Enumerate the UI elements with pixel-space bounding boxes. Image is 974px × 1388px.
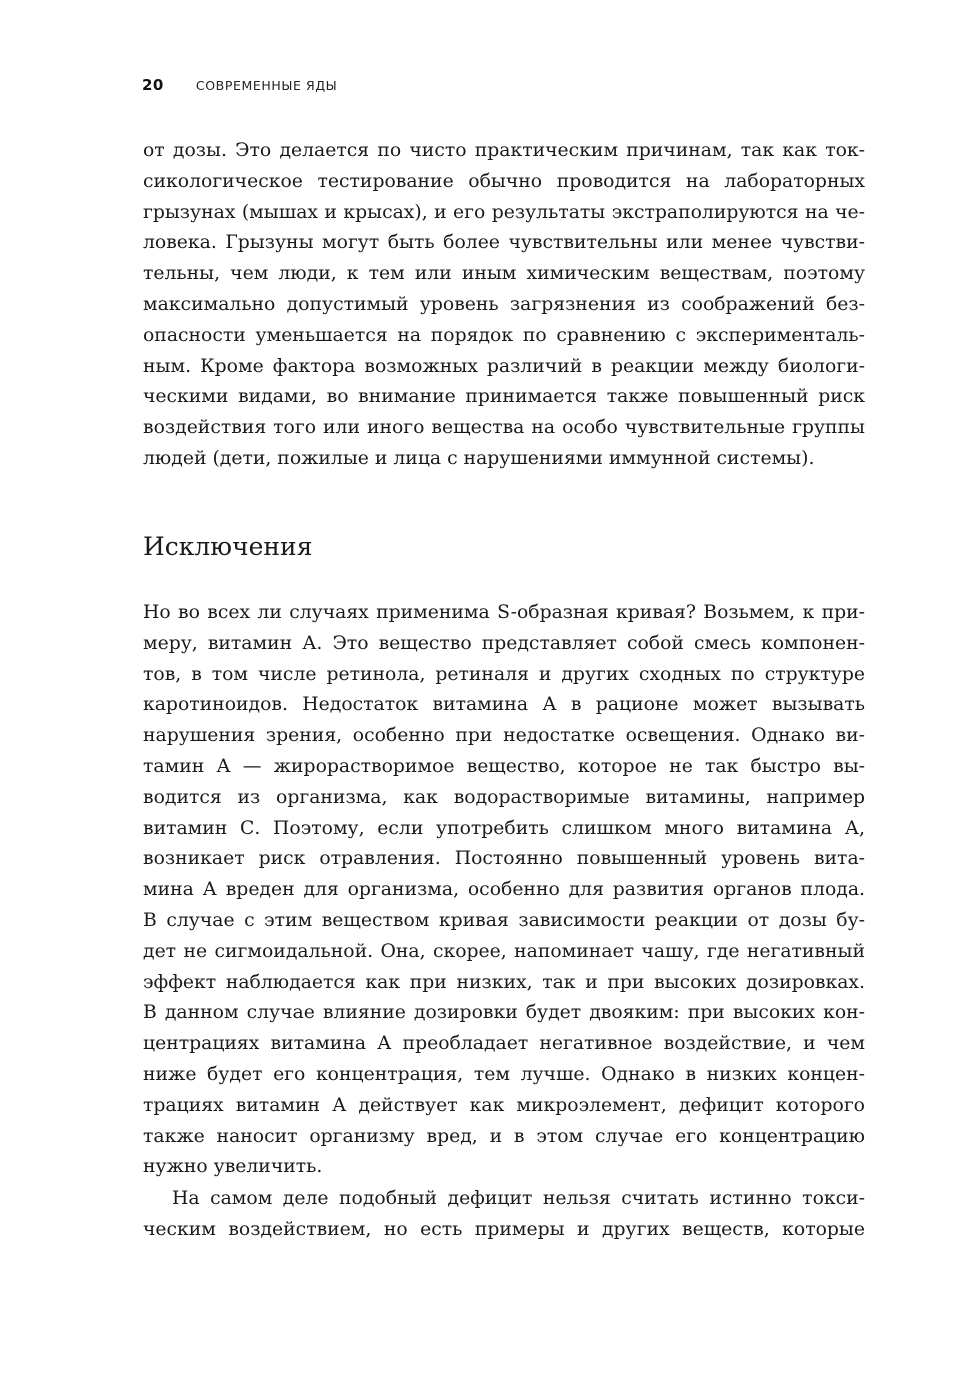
text-line: центрациях витамина А преобладает негативное воздействие, и чем	[143, 1033, 865, 1055]
text-line: возникает риск отравления. Постоянно повышенный уровень вита-	[143, 848, 865, 870]
text-line: На самом деле подобный дефицит нельзя считать истинно токси-	[172, 1188, 865, 1209]
text-line: грызунах (мышах и крысах), и его результаты экстраполируются на че-	[143, 201, 865, 223]
text-line: тамин А — жирорастворимое вещество, которое не так быстро вы-	[143, 755, 865, 777]
text-line: Но во всех ли случаях применима S-образная кривая? Возьмем, к при-	[143, 602, 865, 623]
text-line: ческим воздействием, но есть примеры и других веществ, которые	[143, 1218, 865, 1240]
text-line: ниже будет его концентрация, тем лучше. Однако в низких концен-	[143, 1063, 865, 1085]
text-line: нарушения зрения, особенно при недостатке освещения. Однако ви-	[143, 725, 865, 747]
text-line: опасности уменьшается на порядок по сравнению с эксперименталь-	[143, 324, 865, 346]
text-line: витамин С. Поэтому, если употребить слишком много витамина А,	[143, 817, 865, 839]
text-line: трациях витамин А действует как микроэлемент, дефицит которого	[143, 1094, 865, 1116]
text-line: дет не сигмоидальной. Она, скорее, напоминает чашу, где негативный	[143, 940, 865, 962]
running-title: СОВРЕМЕННЫЕ ЯДЫ	[195, 78, 338, 93]
text-line: В случае с этим веществом кривая зависимости реакции от дозы бу-	[143, 909, 865, 931]
text-line: также наносит организму вред, и в этом случае его концентрацию	[143, 1125, 865, 1147]
text-line: ловека. Грызуны могут быть более чувствительны или менее чувстви-	[143, 232, 865, 254]
page-number: 20	[142, 76, 164, 94]
text-line: тельны, чем люди, к тем или иным химическим веществам, поэтому	[143, 263, 865, 285]
text-line: мина А вреден для организма, особенно для развития органов плода.	[143, 879, 865, 901]
text-line: меру, витамин А. Это вещество представляет собой смесь компонен-	[143, 632, 865, 654]
text-line: максимально допустимый уровень загрязнения из соображений без-	[143, 293, 865, 315]
text-line: эффект наблюдается как при низких, так и при высоких дозировках.	[143, 971, 865, 993]
text-line: ным. Кроме фактора возможных различий в реакции между биологи-	[143, 355, 865, 377]
text-line: тов, в том числе ретинола, ретиналя и других сходных по структуре	[143, 663, 865, 685]
paragraph-vitamin-a	[143, 598, 865, 1183]
text-line: воздействия того или иного вещества на особо чувствительные группы	[143, 417, 865, 439]
text-line: нужно увеличить.	[143, 1156, 323, 1178]
paragraph-dose-testing	[143, 136, 865, 475]
text-line: сикологическое тестирование обычно проводится на лабораторных	[143, 170, 865, 192]
text-line: от дозы. Это делается по чисто практическим причинам, так как ток-	[143, 140, 865, 161]
page-header	[142, 76, 337, 94]
text-line: людей (дети, пожилые и лица с нарушениями иммунной системы).	[143, 447, 815, 469]
section-heading: Исключения	[143, 532, 313, 561]
text-line: В данном случае влияние дозировки будет двояким: при высоких кон-	[143, 1002, 865, 1024]
text-line: водится из организма, как водорастворимые витамины, например	[143, 786, 865, 808]
text-line: каротиноидов. Недостаток витамина А в рационе может вызывать	[143, 694, 865, 716]
paragraph-deficit	[143, 1184, 865, 1246]
text-line: ческими видами, во внимание принимается также повышенный риск	[143, 386, 865, 408]
